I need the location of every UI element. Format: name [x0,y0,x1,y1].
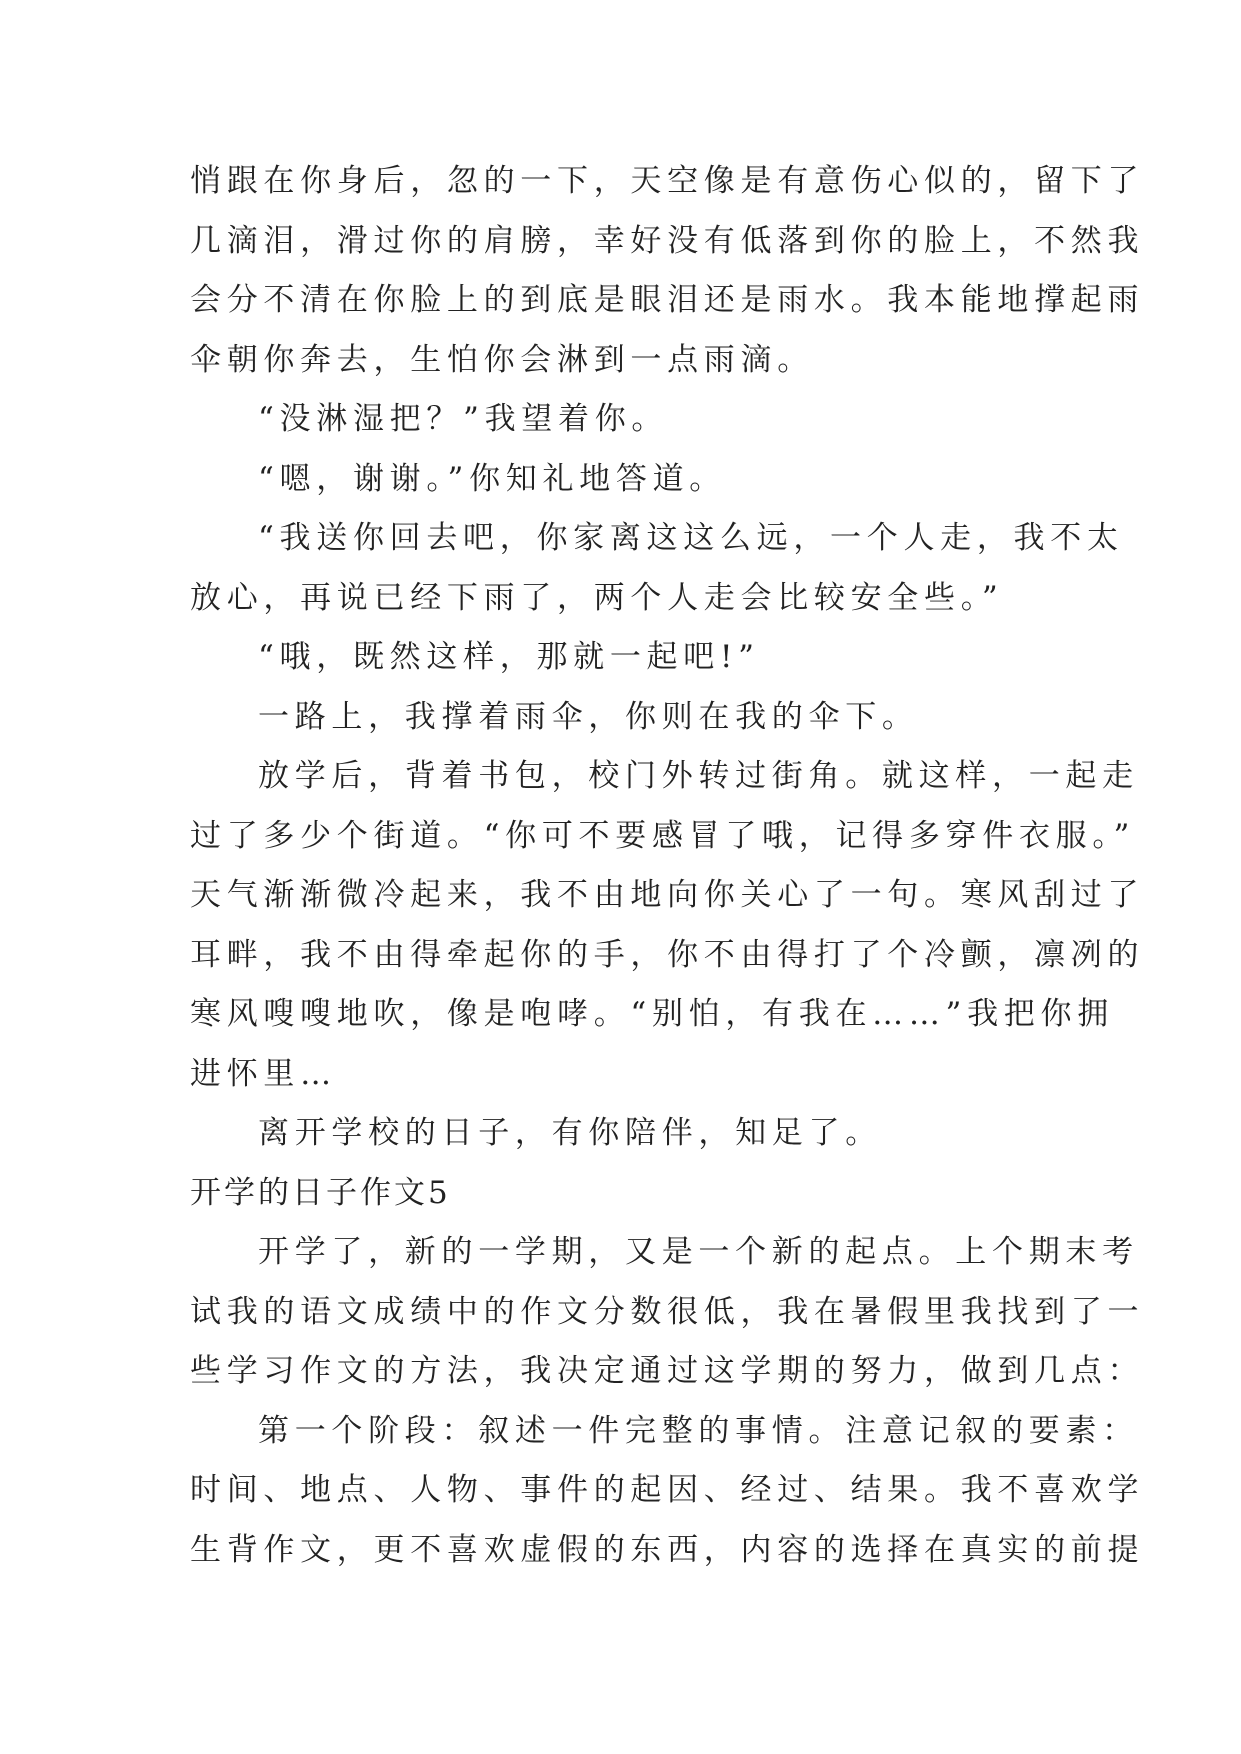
text-line: “哦，既然这样，那就一起吧!” [258,639,760,675]
document-body [190,152,1145,1580]
text-line: 些学习作文的方法，我决定通过这学期的努力，做到几点： [190,1353,1145,1389]
text-line: 悄跟在你身后，忽的一下，天空像是有意伤心似的，留下了 [190,163,1145,199]
text-line: 进怀里… [190,1055,337,1092]
text-line: 放学后，背着书包，校门外转过街角。就这样，一起走 [258,758,1139,794]
text-line: 开学了，新的一学期，又是一个新的起点。上个期末考 [258,1234,1139,1270]
text-line: 会分不清在你脸上的到底是眼泪还是雨水。我本能地撑起雨 [190,282,1145,318]
text-line: 生背作文，更不喜欢虚假的东西，内容的选择在真实的前提 [190,1531,1145,1568]
text-line: 试我的语文成绩中的作文分数很低，我在暑假里我找到了一 [190,1293,1145,1330]
section-heading: 开学的日子作文5 [190,1174,451,1211]
text-line: 伞朝你奔去，生怕你会淋到一点雨滴。 [190,341,814,378]
text-line: 离开学校的日子，有你陪伴，知足了。 [258,1115,882,1151]
text-line: 天气渐渐微冷起来，我不由地向你关心了一句。寒风刮过了 [190,877,1145,913]
text-line: 几滴泪，滑过你的肩膀，幸好没有低落到你的脸上，不然我 [190,222,1145,259]
text-line: “没淋湿把？”我望着你。 [258,401,669,437]
text-line: “我送你回去吧，你家离这这么远，一个人走，我不太 [258,520,1124,556]
text-line: 寒风嗖嗖地吹，像是咆哮。“别怕，有我在……”我把你拥 [190,996,1114,1032]
text-line: 过了多少个街道。“你可不要感冒了哦，记得多穿件衣服。” [190,817,1136,854]
text-line: 一路上，我撑着雨伞，你则在我的伞下。 [258,698,919,735]
text-line: “嗯，谢谢。”你知礼地答道。 [258,460,726,497]
text-line: 耳畔，我不由得牵起你的手，你不由得打了个冷颤，凛冽的 [190,936,1145,973]
text-line: 第一个阶段：叙述一件完整的事情。注意记叙的要素： [258,1412,1139,1449]
text-line: 时间、地点、人物、事件的起因、经过、结果。我不喜欢学 [190,1472,1145,1508]
text-line: 放心，再说已经下雨了，两个人走会比较安全些。” [190,579,1004,616]
